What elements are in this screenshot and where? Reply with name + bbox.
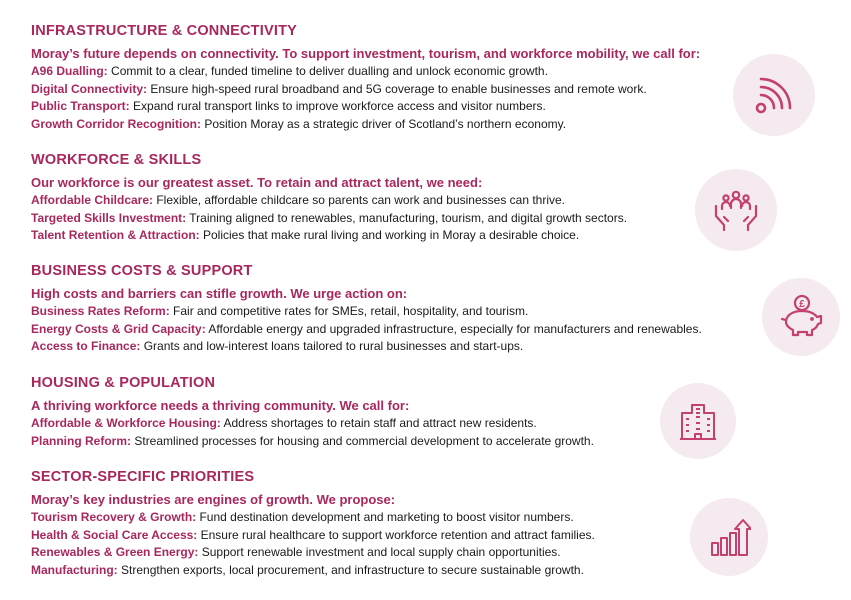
list-item <box>31 81 700 99</box>
section-heading: SECTOR-SPECIFIC PRIORITIES <box>31 469 255 485</box>
item-text: Address shortages to retain staff and attract new residents. <box>220 416 537 430</box>
item-label: Talent Retention & Attraction: <box>31 228 200 243</box>
section-intro: Moray’s key industries are engines of growth. We propose: <box>31 492 396 507</box>
item-text: Fair and competitive rates for SMEs, retail, hospitality, and tourism. <box>169 304 529 318</box>
section-housing <box>31 374 594 450</box>
section-heading: INFRASTRUCTURE & CONNECTIVITY <box>31 23 297 39</box>
list-item <box>31 192 627 210</box>
item-text: Commit to a clear, funded timeline to deliver dualling and unlock economic growth. <box>107 64 548 78</box>
item-text: Ensure high-speed rural broadband and 5G coverage to enable businesses and remote work. <box>147 81 647 96</box>
item-text: Affordable energy and upgraded infrastructure, especially for manufacturers and renewables. <box>205 321 702 336</box>
item-text: Ensure rural healthcare to support workforce retention and attract families. <box>197 527 595 542</box>
item-label: Business Rates Reform: <box>31 304 170 318</box>
item-text: Strengthen exports, local procurement, and infrastructure to secure sustainable growth. <box>117 562 584 577</box>
item-text: Streamlined processes for housing and commercial development to accelerate growth. <box>131 433 594 448</box>
list-item <box>31 98 700 116</box>
item-label: Affordable Childcare: <box>31 193 154 207</box>
list-item <box>31 303 702 321</box>
item-label: Growth Corridor Recognition: <box>31 116 201 131</box>
item-text: Flexible, affordable childcare so parents can work and businesses can thrive. <box>153 193 566 207</box>
section-infrastructure <box>31 22 700 133</box>
item-text: Fund destination development and marketing to boost visitor numbers. <box>196 510 574 524</box>
item-label: Access to Finance: <box>31 339 141 354</box>
list-item <box>31 321 702 339</box>
section-heading: WORKFORCE & SKILLS <box>31 152 202 168</box>
section-sector-priorities <box>31 468 595 579</box>
item-text: Policies that make rural living and working in Moray a desirable choice. <box>199 228 580 243</box>
list-item <box>31 544 595 562</box>
item-text: Training aligned to renewables, manufacturing, tourism, and digital growth sectors. <box>186 210 628 225</box>
list-item <box>31 527 595 545</box>
item-label: Planning Reform: <box>31 433 132 448</box>
list-item <box>31 415 594 433</box>
item-label: Renewables & Green Energy: <box>31 545 199 560</box>
item-label: Digital Connectivity: <box>31 81 148 96</box>
section-heading: BUSINESS COSTS & SUPPORT <box>31 263 253 279</box>
item-text: Expand rural transport links to improve workforce access and visitor numbers. <box>129 99 546 114</box>
item-label: Tourism Recovery & Growth: <box>31 510 197 524</box>
section-intro: Our workforce is our greatest asset. To retain and attract talent, we need: <box>31 175 483 190</box>
item-label: Energy Costs & Grid Capacity: <box>31 321 206 336</box>
item-label: Manufacturing: <box>31 562 118 577</box>
item-label: Health & Social Care Access: <box>31 527 198 542</box>
section-intro: High costs and barriers can stifle growth. We urge action on: <box>31 286 408 301</box>
list-item <box>31 210 627 228</box>
item-label: Affordable & Workforce Housing: <box>31 416 221 430</box>
item-label: Public Transport: <box>31 99 130 114</box>
pound-sign: £ <box>799 299 805 310</box>
list-item <box>31 433 594 451</box>
item-label: Targeted Skills Investment: <box>31 210 187 225</box>
hands-people-icon <box>695 169 777 251</box>
item-label: A96 Dualling: <box>31 64 108 78</box>
item-text: Support renewable investment and local supply chain opportunities. <box>198 545 561 560</box>
list-item <box>31 116 700 134</box>
list-item <box>31 562 595 580</box>
section-heading: HOUSING & POPULATION <box>31 375 216 391</box>
item-text: Position Moray as a strategic driver of Scotland’s northern economy. <box>201 116 567 131</box>
section-intro: Moray’s future depends on connectivity. To support investment, tourism, and workforce mobility, we call for: <box>31 46 701 61</box>
list-item <box>31 63 700 81</box>
list-item <box>31 227 627 245</box>
section-business-costs <box>31 262 702 356</box>
item-text: Grants and low-interest loans tailored to rural businesses and start-ups. <box>140 339 524 354</box>
list-item <box>31 338 702 356</box>
piggy-bank-pound-icon <box>762 278 840 356</box>
section-intro: A thriving workforce needs a thriving community. We call for: <box>31 398 410 413</box>
list-item <box>31 509 595 527</box>
growth-chart-icon <box>690 498 768 576</box>
section-workforce <box>31 151 627 245</box>
building-icon <box>660 383 736 459</box>
wifi-signal-icon <box>733 54 815 136</box>
